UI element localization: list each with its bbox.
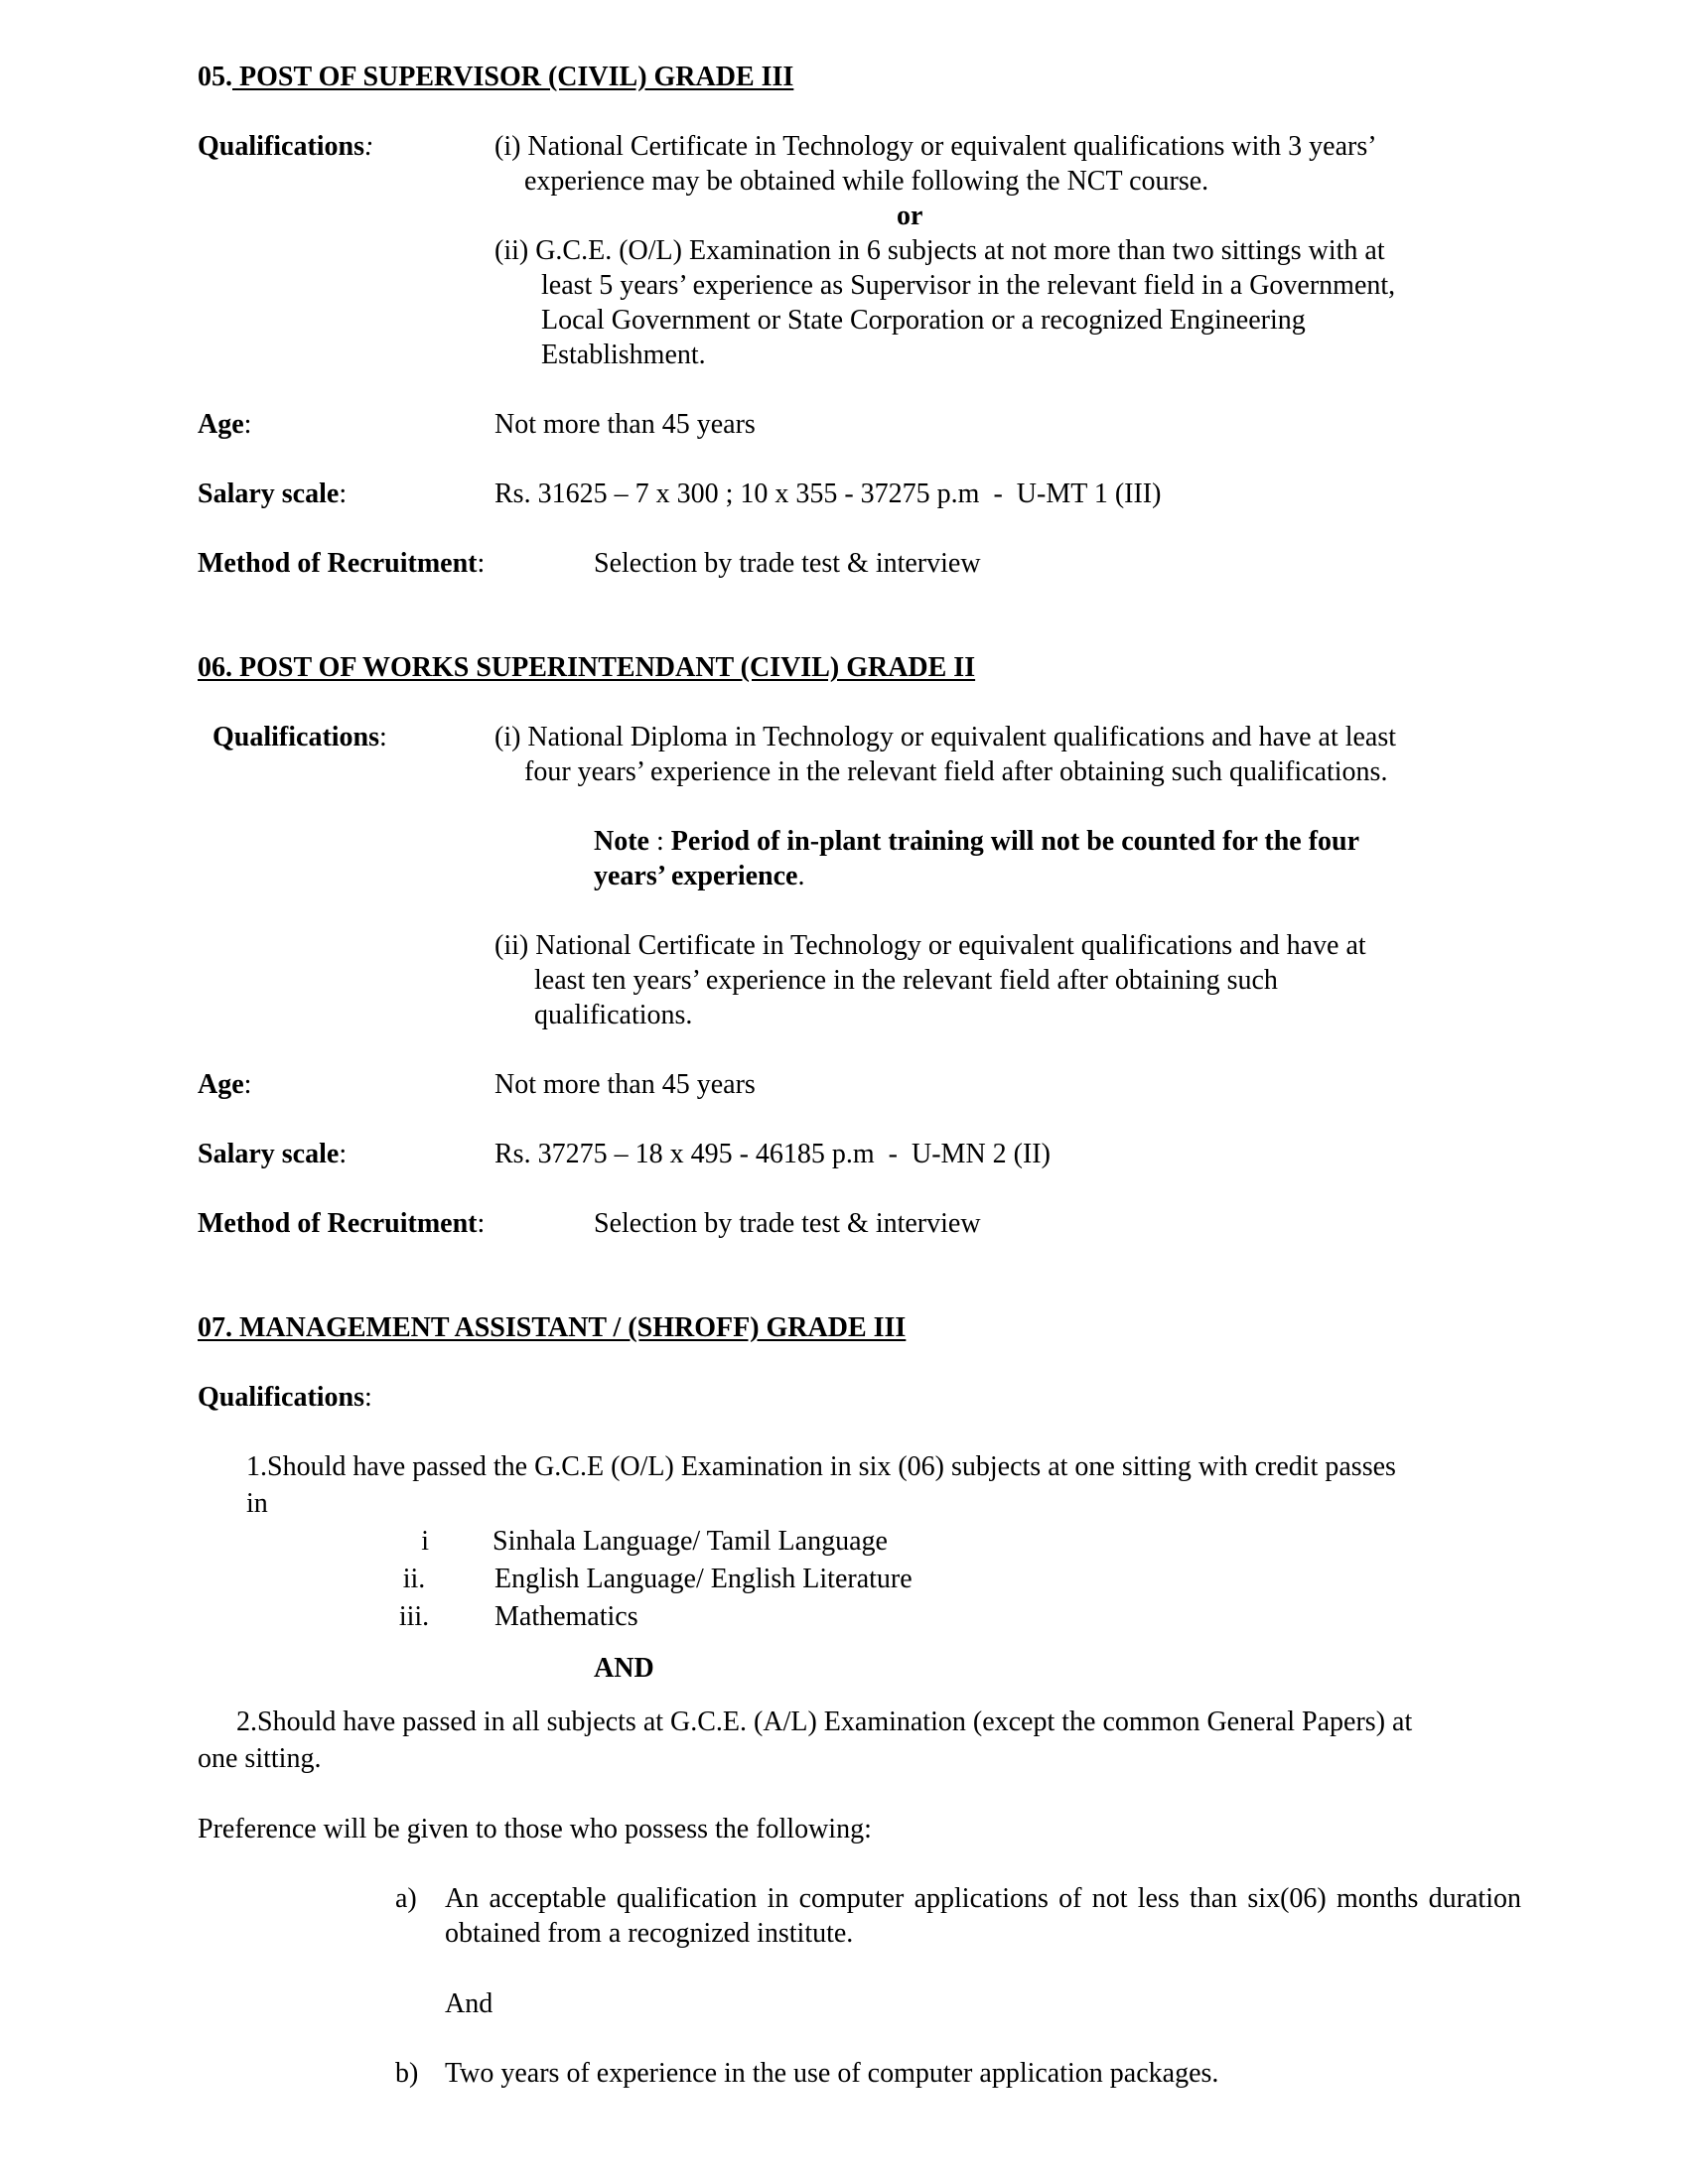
section-06-method-value: Selection by trade test & interview	[594, 1208, 981, 1239]
section-06-qual-ii-line3: qualifications.	[534, 1000, 693, 1030]
section-07-and: AND	[594, 1653, 654, 1684]
section-05-number: 05.	[198, 62, 232, 92]
list-marker-a: a)	[395, 1883, 417, 1914]
section-06-note-line1: Note : Period of in-plant training will not be counted for the four	[594, 826, 1360, 857]
section-06-salary-label: Salary scale:	[198, 1139, 348, 1169]
section-05-qual-ii-line1: (ii) G.C.E. (O/L) Examination in 6 subjects at not more than two sittings with at	[494, 235, 1385, 266]
subject-text: English Language/ English Literature	[494, 1564, 913, 1594]
section-06-qual-ii-line2: least ten years’ experience in the relevant field after obtaining such	[534, 965, 1278, 996]
preference-item-b: Two years of experience in the use of computer application packages.	[445, 2058, 1219, 2089]
section-06-method-label: Method of Recruitment:	[198, 1208, 486, 1239]
subject-number: ii.	[402, 1564, 426, 1594]
section-06-age-label: Age:	[198, 1069, 252, 1100]
section-05-qual-ii-line3: Local Government or State Corporation or a recognized Engineering	[541, 305, 1306, 336]
section-07-qualifications-label: Qualifications:	[198, 1382, 372, 1413]
subject-text: Mathematics	[494, 1601, 638, 1632]
subject-number: i	[421, 1526, 429, 1557]
section-07-para2-line1: 2.Should have passed in all subjects at G.C.E. (A/L) Examination (except the common General Papers) at	[236, 1706, 1413, 1737]
section-06-salary-value: Rs. 37275 – 18 x 495 - 46185 p.m - U-MN 2 (II)	[494, 1139, 1051, 1169]
section-05-or: or	[897, 201, 923, 231]
section-05-age-label: Age:	[198, 409, 252, 440]
section-07-preference: Preference will be given to those who possess the following:	[198, 1814, 872, 1844]
section-05-method-value: Selection by trade test & interview	[594, 548, 981, 579]
preference-item-a: An acceptable qualification in computer applications of not less than six(06) months duration obtained from a recognized institute.	[445, 1883, 1521, 1949]
section-05-heading	[198, 60, 793, 94]
section-05-qual-ii-line2: least 5 years’ experience as Supervisor in the relevant field in a Government,	[541, 270, 1396, 301]
section-05-salary-value: Rs. 31625 – 7 x 300 ; 10 x 355 - 37275 p.m - U-MT 1 (III)	[494, 478, 1162, 509]
section-05-qual-ii-line4: Establishment.	[541, 340, 706, 370]
section-06-title: 06. POST OF WORKS SUPERINTENDANT (CIVIL) GRADE II	[198, 652, 976, 683]
list-marker-b: b)	[395, 2058, 419, 2089]
section-06-age-value: Not more than 45 years	[494, 1069, 756, 1100]
note-label: Note	[594, 826, 649, 857]
note-text: Period of in-plant training will not be counted for the four	[670, 826, 1360, 857]
section-06-qual-i-line2: four years’ experience in the relevant field after obtaining such qualifications.	[524, 756, 1388, 787]
section-06-qual-i-line1: (i) National Diploma in Technology or equivalent qualifications and have at least	[494, 722, 1397, 752]
section-05-title: POST OF SUPERVISOR (CIVIL) GRADE III	[232, 62, 794, 92]
subject-text: Sinhala Language/ Tamil Language	[492, 1526, 888, 1557]
section-06-qual-ii-line1: (ii) National Certificate in Technology or equivalent qualifications and have at	[494, 930, 1366, 961]
section-05-salary-label: Salary scale:	[198, 478, 348, 509]
section-07-title: 07. MANAGEMENT ASSISTANT / (SHROFF) GRADE III	[198, 1312, 907, 1343]
section-07-para2-line2: one sitting.	[198, 1743, 322, 1774]
subject-number: iii.	[398, 1601, 430, 1632]
section-07-and-lower: And	[445, 1988, 493, 2019]
section-06-qualifications-label: Qualifications:	[212, 722, 387, 752]
section-06-note-line2: years’ experience.	[594, 861, 805, 891]
section-05-age-value: Not more than 45 years	[494, 409, 756, 440]
section-05-qual-i-line1: (i) National Certificate in Technology or equivalent qualifications with 3 years’	[494, 131, 1377, 162]
section-05-qualifications-label: Qualifications:	[198, 131, 374, 162]
section-05-method-label: Method of Recruitment:	[198, 548, 486, 579]
section-07-para1-line1: 1.Should have passed the G.C.E (O/L) Examination in six (06) subjects at one sitting with credit passes	[246, 1451, 1396, 1482]
section-07-para1-line2: in	[246, 1488, 268, 1519]
section-05-qual-i-line2: experience may be obtained while following the NCT course.	[524, 166, 1209, 197]
